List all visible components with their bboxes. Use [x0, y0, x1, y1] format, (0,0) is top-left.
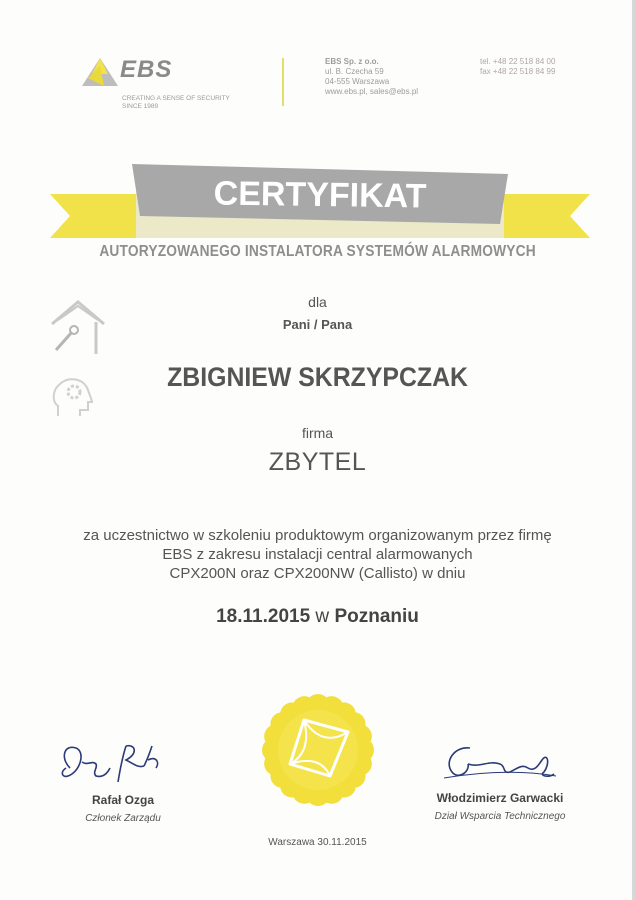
fax: fax +48 22 518 84 99 [480, 67, 556, 76]
left-signer-name: Rafał Ozga [91, 793, 154, 807]
training-date-line [0, 606, 635, 628]
right-signer-name: Włodzimierz Garwacki [436, 791, 564, 805]
ebs-seal-icon [260, 692, 376, 808]
certificate-title: CERTYFIKAT [213, 174, 427, 216]
tagline [122, 95, 230, 110]
left-signature-icon [52, 738, 172, 794]
salutation: Pani / Pana [282, 317, 353, 332]
for-label: dla [308, 294, 327, 310]
header-divider [282, 58, 284, 106]
certificate-banner [50, 160, 590, 250]
telephone: tel. +48 22 518 84 00 [480, 57, 556, 66]
right-signer-title: Dział Wsparcia Technicznego [434, 811, 566, 822]
training-date: 18.11.2015 [216, 606, 311, 627]
company-address [325, 57, 418, 97]
date-connector: w [315, 606, 330, 627]
right-signature-icon [440, 742, 560, 788]
tagline-line1: CREATING A SENSE OF SECURITY [122, 95, 230, 102]
company-name: EBS Sp. z o.o. [325, 57, 379, 66]
body-line1: za uczestnictwo w szkoleniu produktowym organizowanym przez firmę [83, 527, 552, 544]
ebs-logo-icon [80, 56, 120, 92]
certificate-body [0, 526, 635, 583]
web-email: www.ebs.pl, sales@ebs.pl [325, 87, 419, 96]
company-contact [480, 57, 555, 77]
brand-name: EBS [120, 56, 173, 83]
body-line2: EBS z zakresu instalacji central alarmowanych [162, 546, 473, 563]
training-city: Poznaniu [334, 606, 419, 627]
tagline-line2: SINCE 1989 [122, 102, 159, 110]
address-line1: ul. B. Czecha 59 [325, 67, 384, 76]
recipient-name: ZBIGNIEW SKRZYPCZAK [167, 362, 468, 392]
issue-place-date: Warszawa 30.11.2015 [268, 837, 367, 848]
body-line3: CPX200N oraz CPX200NW (Callisto) w dniu [169, 565, 466, 582]
address-line2: 04-555 Warszawa [325, 77, 390, 86]
firm-name: ZBYTEL [268, 448, 367, 476]
certificate-subtitle: AUTORYZOWANEGO INSTALATORA SYSTEMÓW ALARMOWYCH [99, 243, 536, 260]
left-signer-title: Członek Zarządu [85, 813, 161, 824]
firm-label: firma [301, 425, 334, 441]
